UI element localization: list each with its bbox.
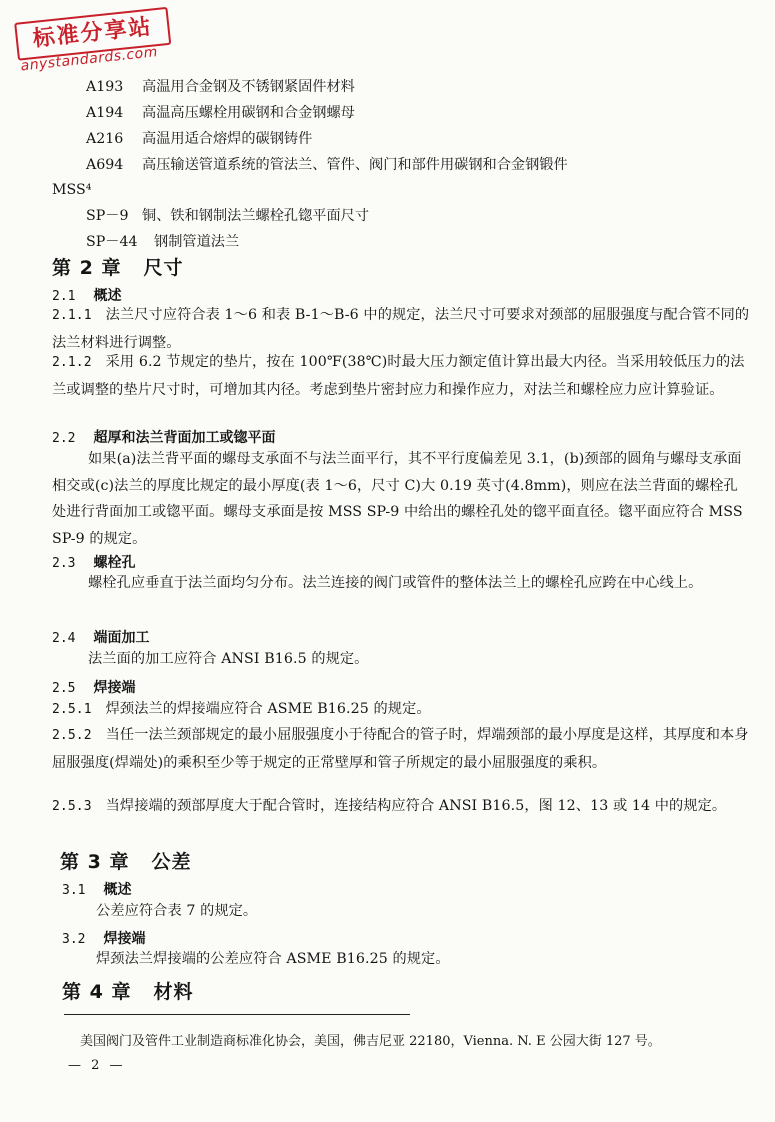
para-2-1-1: 2.1.1 法兰尺寸应符合表 1～6 和表 B-1～B-6 中的规定，法兰尺寸可要求对颈部的屈服强度与配合管不同的法兰材料进行调整。: [52, 307, 750, 351]
watermark-stamp: [4, 4, 185, 84]
para-2-3: 螺栓孔应垂直于法兰面均匀分布。法兰连接的阀门或管件的整体法兰上的螺栓孔应跨在中心线上。: [88, 575, 703, 591]
watermark-url: anystandards.com: [19, 44, 159, 75]
footnote-divider: [64, 1014, 410, 1015]
section-2-2-heading: 2.2 超厚和法兰背面加工或锪平面: [52, 430, 276, 446]
para-2-2: 如果(a)法兰背平面的螺母支承面不与法兰面平行，其不平行度偏差见 3.1，(b)颈部的圆角与螺母支承面相交或(c)法兰的厚度比规定的最小厚度(表 1～6，尺寸 C)大 0.19 英寸(4.8mm)，则应在法兰背面的螺栓孔处进行背面加工或锪平面。螺母支承面是按 MSS SP-9 中给出的螺栓孔处的锪平面直径。锪平面应符合 MSS SP-9 的规定。: [52, 451, 743, 547]
ref-a694: A694 高压输送管道系统的管法兰、管件、阀门和部件用碳钢和合金钢锻件: [86, 157, 568, 173]
section-2-4-heading: 2.4 端面加工: [52, 630, 150, 646]
para-2-1-2: 2.1.2 采用 6.2 节规定的垫片，按在 100℉(38℃)时最大压力额定值计算出最大内径。当采用较低压力的法兰或调整的垫片尺寸时，可增加其内径。考虑到垫片密封应力和操作应力，对法兰和螺栓应力应计算验证。: [52, 354, 745, 398]
section-3-1-heading: 3.1 概述: [62, 882, 132, 898]
watermark-title: 标准分享站: [14, 7, 171, 61]
chapter-2-heading: 第 2 章 尺寸: [52, 257, 184, 279]
chapter-4-heading: 第 4 章 材料: [62, 981, 194, 1003]
ref-sp44: SP－44 钢制管道法兰: [86, 234, 240, 250]
para-2-4: 法兰面的加工应符合 ANSI B16.5 的规定。: [88, 651, 369, 667]
page-number: — 2 —: [68, 1058, 126, 1073]
chapter-3-heading: 第 3 章 公差: [60, 851, 192, 873]
section-2-5-heading: 2.5 焊接端: [52, 680, 136, 696]
ref-a216: A216 高温用适合熔焊的碳钢铸件: [86, 131, 313, 147]
section-3-2-heading: 3.2 焊接端: [62, 931, 146, 947]
ref-a193: A193 高温用合金钢及不锈钢紧固件材料: [86, 79, 355, 95]
mss-label: MSS⁴: [52, 182, 92, 198]
ref-a194: A194 高温高压螺栓用碳钢和合金钢螺母: [86, 105, 355, 121]
para-2-5-3: 2.5.3 当焊接端的颈部厚度大于配合管时，连接结构应符合 ANSI B16.5，图 12、13 或 14 中的规定。: [52, 798, 727, 814]
section-2-1-heading: 2.1 概述: [52, 288, 122, 304]
section-2-3-heading: 2.3 螺栓孔: [52, 555, 136, 571]
para-2-5-1: 2.5.1 焊颈法兰的焊接端应符合 ASME B16.25 的规定。: [52, 701, 431, 717]
para-2-5-2: 2.5.2 当任一法兰颈部规定的最小屈服强度小于待配合的管子时，焊端颈部的最小厚度是这样，其厚度和本身屈服强度(焊端处)的乘积至少等于规定的正常壁厚和管子所规定的最小屈服强度的乘积。: [52, 727, 749, 771]
para-3-1: 公差应符合表 7 的规定。: [96, 903, 258, 919]
footnote: 美国阀门及管件工业制造商标准化协会，美国，佛吉尼亚 22180，Vienna. N. E 公园大街 127 号。: [80, 1034, 661, 1049]
para-3-2: 焊颈法兰焊接端的公差应符合 ASME B16.25 的规定。: [96, 951, 450, 967]
ref-sp9: SP－9 铜、铁和钢制法兰螺栓孔锪平面尺寸: [86, 208, 370, 224]
